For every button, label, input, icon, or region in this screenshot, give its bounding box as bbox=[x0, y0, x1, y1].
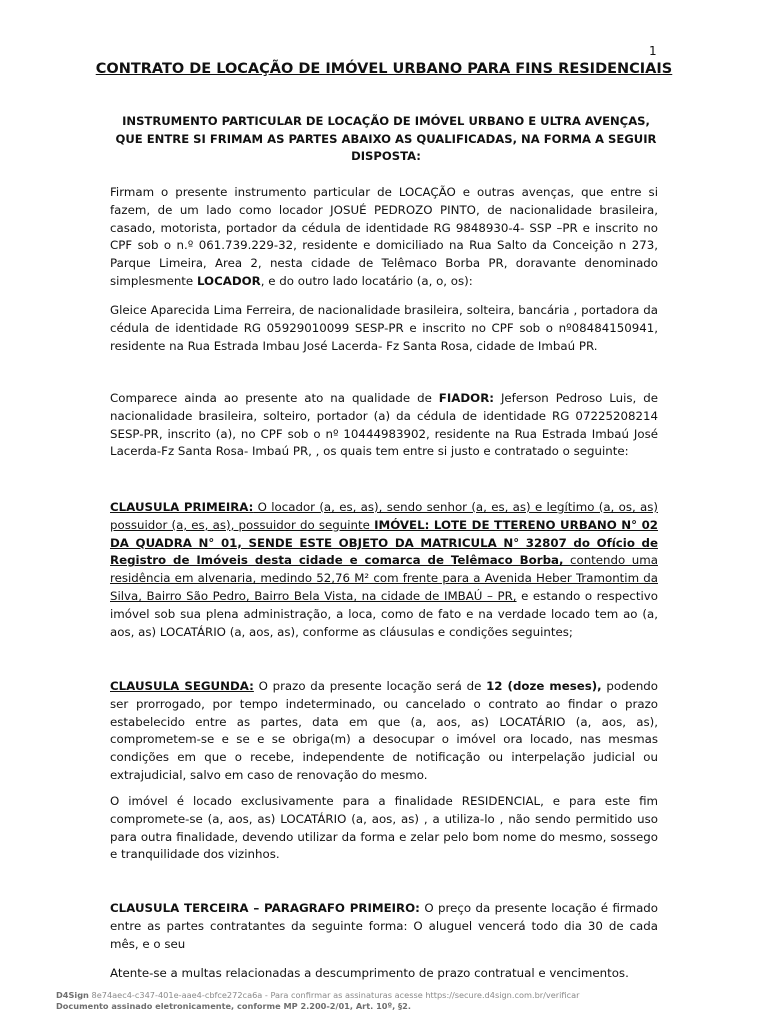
tenant-paragraph bbox=[110, 302, 658, 355]
p1-text-b: , e do outro lado locatário (a, o, os): bbox=[260, 273, 473, 288]
p2-text: Gleice Aparecida Lima Ferreira, de nacionalidade brasileira, solteira, bancária , portadora da cédula de identidade RG 05929010099 SESP-PR e inscrito no CPF sob o nº08484150941, residente na Rua Estrada Imbau José Lacerda- Fz Santa Rosa, cidade de Imbaú PR. bbox=[110, 303, 658, 353]
fiador-label: FIADOR: bbox=[438, 391, 494, 405]
signature-footer bbox=[56, 990, 579, 1012]
footer-line-2: Documento assinado eletronicamente, conforme MP 2.200-2/01, Art. 10º, §2. bbox=[56, 1001, 411, 1011]
p1-text-a: Firmam o presente instrumento particular de LOCAÇÃO e outras avenças, que entre si fazem, de um lado como locador JOSUÉ PEDROZO PINTO, de nacionalidade brasileira, casado, motorista, portador da cédula de identidade RG 9848930-4- SSP –PR e inscrito no CPF sob o n.º 061.739.229-32, residente e domiciliado na Rua Salto da Conceição n 273, Parque Limeira, Area 2, nesta cidade de Telêmaco Borba PR, doravante denominado simplesmente bbox=[110, 185, 658, 288]
residential-use-paragraph bbox=[110, 793, 658, 864]
clause-second-heading: CLAUSULA SEGUNDA: bbox=[110, 679, 254, 693]
page-number: 1 bbox=[649, 44, 657, 58]
clause-third-heading: CLAUSULA TERCEIRA – PARAGRAFO PRIMEIRO: bbox=[110, 901, 420, 915]
p3-text-a: Comparece ainda ao presente ato na qualidade de bbox=[110, 391, 439, 405]
guarantor-paragraph bbox=[110, 390, 658, 461]
footer-line-1 bbox=[56, 990, 579, 1001]
clause-first-heading: CLAUSULA PRIMEIRA: bbox=[110, 500, 254, 514]
document-title: CONTRATO DE LOCAÇÃO DE IMÓVEL URBANO PARA FINS RESIDENCIAIS bbox=[95, 61, 673, 77]
p4-text-rest: e estando o respectivo imóvel sob sua plena administração, a loca, como de fato e na verdade locado tem ao (a, aos, as) LOCATÁRIO (a, aos, as), conforme as cláusulas e condições seguintes; bbox=[110, 588, 659, 639]
p4-underlined-b: contendo uma residência em alvenaria, medindo 52,76 M² com frente para a Avenida Heber Tramontim da Silva, Bairro São Pedro, Bairro Bela Vista, na cidade de IMBAÚ – PR, bbox=[110, 553, 658, 603]
p3-text-b: Jeferson Pedroso Luis, de nacionalidade brasileira, solteiro, portador (a) da cédula de identidade RG 07225208214 SESP-PR, inscrito (a), no CPF sob o nº 10444983902, residente na Rua Estrada Imbaú José Lacerda-Fz Santa Rosa- Imbaú PR, , os quais tem entre si justo e contratado o seguinte: bbox=[110, 391, 658, 459]
p7-text: O preço da presente locação é firmado entre as partes contratantes da seguinte forma: O aluguel vencerá todo dia 30 de cada mês, e o seu bbox=[110, 901, 659, 951]
locador-label: LOCADOR bbox=[196, 273, 261, 288]
p5-text-a: O prazo da presente locação será de bbox=[253, 679, 487, 693]
clause-third-paragraph bbox=[110, 900, 658, 953]
p4-underlined-a: O locador (a, es, as), sendo senhor (a, es, as) e legítimo (a, os, as) possuidor (a, es, as), possuidor do seguinte bbox=[110, 500, 658, 532]
d4sign-brand: D4Sign bbox=[56, 990, 89, 1000]
clause-first-paragraph bbox=[110, 499, 658, 641]
p6-text: O imóvel é locado exclusivamente para a finalidade RESIDENCIAL, e para este fim compromete-se (a, aos, as) LOCATÁRIO (a, aos, as) , a utiliza-lo , não sendo permitido uso para outra finalidade, devendo utilizar da forma e zelar pelo bom nome do mesmo, sossego e tranquilidade dos vizinhos. bbox=[110, 794, 658, 862]
notice-paragraph bbox=[110, 965, 658, 983]
p4-property-description: IMÓVEL: LOTE DE TTERENO URBANO N° 02 DA QUADRA N° 01, SENDE ESTE OBJETO DA MATRICULA N° 32807 do Ofício de Registro de Imóveis desta cidade e comarca de Telêmaco Borba, bbox=[110, 517, 659, 568]
parties-paragraph bbox=[110, 184, 658, 291]
document-subtitle: INSTRUMENTO PARTICULAR DE LOCAÇÃO DE IMÓVEL URBANO E ULTRA AVENÇAS, QUE ENTRE SI FRIMAM AS PARTES ABAIXO AS QUALIFICADAS, NA FORMA A SEGUIR DISPOSTA: bbox=[115, 114, 657, 163]
clause-second-paragraph bbox=[110, 678, 658, 785]
p5-text-b: podendo ser prorrogado, por tempo indeterminado, ou cancelado o contrato ao findar o prazo estabelecido entre as partes, data em que (a, aos, as) LOCATÁRIO (a, aos, as), comprometem-se e se e se obriga(m) a desocupar o imóvel ora locado, nas mesmas condições em que o recebe, independente de notificação ou interpelação judicial ou extrajudicial, salvo em caso de renovação do mesmo. bbox=[110, 679, 659, 782]
footer-verification-text: 8e74aec4-c347-401e-aae4-cbfce272ca6a - Para confirmar as assinaturas acesse https://secure.d4sign.com.br/verificar bbox=[88, 990, 580, 1000]
p5-term-bold: 12 (doze meses), bbox=[486, 679, 602, 693]
p8-text: Atente-se a multas relacionadas a descumprimento de prazo contratual e vencimentos. bbox=[110, 966, 629, 980]
